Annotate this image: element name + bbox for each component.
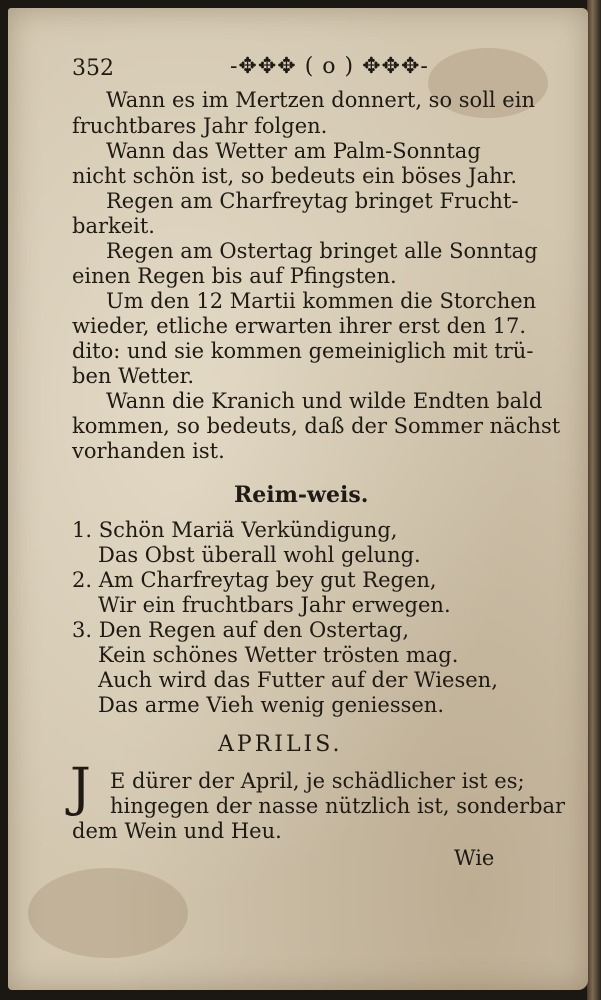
- text-line: vorhanden ist.: [72, 439, 225, 463]
- rhyme-line: Das arme Vieh wenig geniessen.: [98, 693, 445, 717]
- rhyme-line: Wir ein fruchtbars Jahr erwegen.: [98, 593, 451, 617]
- catchword: Wie: [454, 846, 495, 870]
- page-stain: [28, 868, 188, 958]
- text-line: fruchtbares Jahr folgen.: [72, 114, 328, 138]
- book-page: [8, 8, 588, 990]
- april-line: dem Wein und Heu.: [72, 819, 282, 843]
- rhyme-line: 2. Am Charfreytag bey gut Regen,: [72, 568, 437, 592]
- rhyme-line: Kein schönes Wetter trösten mag.: [98, 643, 459, 667]
- rhyme-line: Auch wird das Futter auf der Wiesen,: [98, 668, 498, 692]
- text-line: wieder, etliche erwarten ihrer erst den 17.: [72, 314, 527, 338]
- header-ornament: -✥✥✥ ( o ) ✥✥✥-: [230, 54, 429, 79]
- rhyme-line: Das Obst überall wohl gelung.: [98, 543, 421, 567]
- text-line: nicht schön ist, so bedeuts ein böses Jahr.: [72, 164, 518, 188]
- text-line: Um den 12 Martii kommen die Storchen: [106, 289, 537, 313]
- text-line: Regen am Ostertag bringet alle Sonntag: [106, 239, 538, 263]
- book-edge: [587, 0, 601, 1000]
- text-line: dito: und sie kommen gemeiniglich mit trü-: [72, 339, 534, 363]
- text-line: einen Regen bis auf Pfingsten.: [72, 264, 397, 288]
- text-line: Regen am Charfreytag bringet Frucht-: [106, 189, 519, 213]
- text-line: ben Wetter.: [72, 364, 195, 388]
- text-line: Wann es im Mertzen donnert, so soll ein: [106, 88, 535, 112]
- rhyme-line: 1. Schön Mariä Verkündigung,: [72, 518, 398, 542]
- april-line: E dürer der April, je schädlicher ist es;: [110, 769, 525, 793]
- text-line: kommen, so bedeuts, daß der Sommer nächst: [72, 414, 561, 438]
- text-line: Wann das Wetter am Palm-Sonntag: [106, 139, 481, 163]
- month-heading: APRILIS.: [218, 732, 343, 757]
- rhyme-heading: Reim-weis.: [234, 482, 369, 508]
- text-line: barkeit.: [72, 214, 155, 238]
- drop-initial: J: [70, 758, 91, 818]
- rhyme-line: 3. Den Regen auf den Ostertag,: [72, 618, 410, 642]
- page-number: 352: [72, 56, 114, 81]
- april-line: hingegen der nasse nützlich ist, sonderbar: [110, 794, 566, 818]
- text-line: Wann die Kranich und wilde Endten bald: [106, 389, 543, 413]
